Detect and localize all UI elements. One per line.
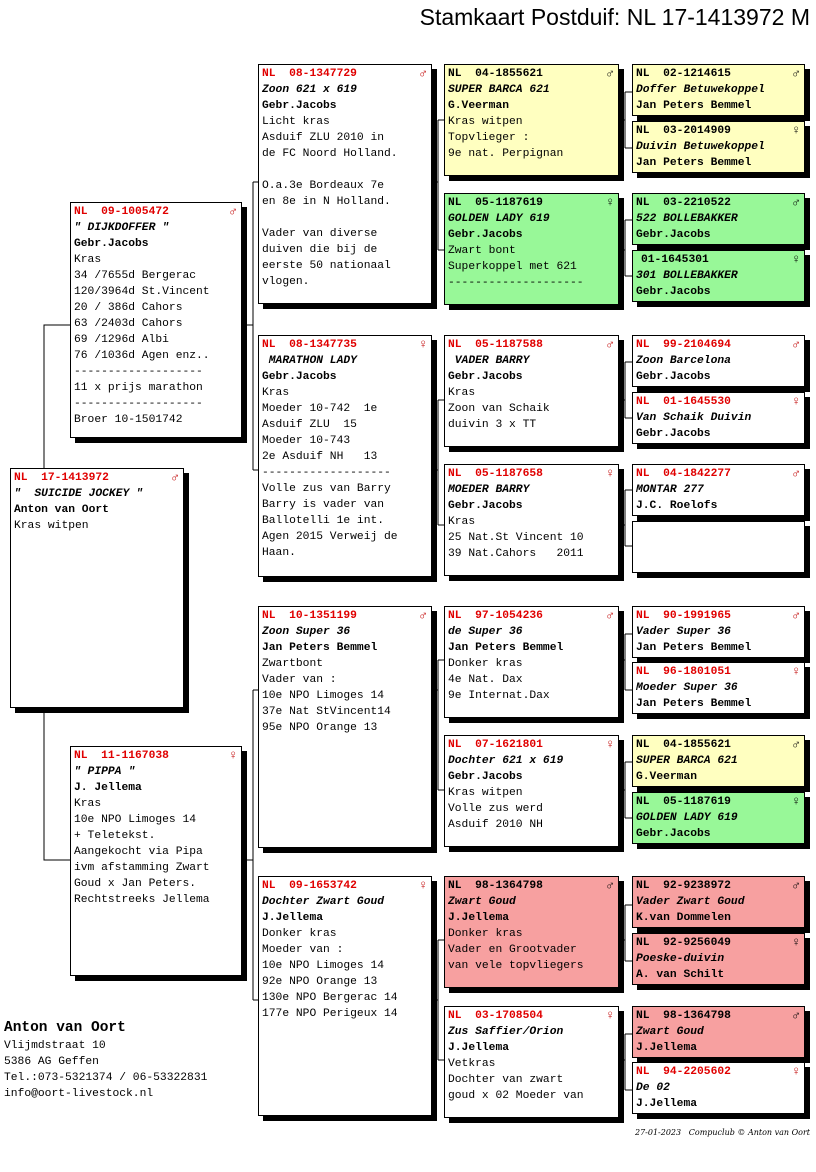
fm-line: [432, 400, 444, 525]
owner-city: 5386 AG Geffen: [4, 1056, 99, 1068]
owner-phone: Tel.:073-5321374 / 06-53322831: [4, 1072, 208, 1084]
fmf-line: [619, 362, 632, 418]
mother-grandparents-line: [242, 690, 258, 1000]
fm-info: Kras Moeder 10-742 1e Asduif ZLU 15 Moeder 10-743 2e Asduif NH 13 ------------------- Volle zus van Barry Barry is vader van Ballotelli 1e int. Agen 2015 Verweij de Haan.: [262, 387, 398, 559]
subject-info: Kras witpen: [14, 520, 89, 532]
mmm-line: [619, 1034, 632, 1090]
father-grandparents-line: [242, 182, 258, 470]
fff-breeder: G.Veerman: [448, 100, 510, 112]
male-icon: ♂: [606, 66, 614, 81]
female-icon: ♀: [419, 337, 427, 352]
g14-reg: NL 92-9256049: [636, 937, 731, 949]
mf-line: [432, 660, 444, 790]
male-icon: ♂: [229, 204, 237, 219]
g1-name: Doffer Betuwekoppel: [636, 84, 765, 96]
g16-name: De 02: [636, 1082, 670, 1094]
fmf-info: Kras Zoon van Schaik duivin 3 x TT: [448, 387, 550, 431]
mff-line: [619, 634, 632, 690]
g16-card[interactable]: [632, 1062, 805, 1114]
ffm-breeder: Gebr.Jacobs: [448, 229, 523, 241]
mmf-name: Zwart Goud: [448, 896, 516, 908]
ff-card[interactable]: [258, 64, 432, 304]
g1-card[interactable]: [632, 64, 805, 116]
mff-info: Donker kras 4e Nat. Dax 9e Internat.Dax: [448, 658, 550, 702]
ff-breeder: Gebr.Jacobs: [262, 100, 337, 112]
g3-breeder: Gebr.Jacobs: [636, 229, 711, 241]
mfm-name: Dochter 621 x 619: [448, 755, 564, 767]
mother-info: Kras 10e NPO Limoges 14 + Teletekst. Aangekocht via Pipa ivm afstamming Zwart Goud x Jan Peters. Rechtstreeks Jellema: [74, 798, 210, 906]
father-card[interactable]: [70, 202, 242, 438]
mfm-breeder: Gebr.Jacobs: [448, 771, 523, 783]
father-name: " DIJKDOFFER ": [74, 222, 169, 234]
subject-reg: NL 17-1413972: [14, 472, 109, 484]
fmf-reg: NL 05-1187588: [448, 339, 543, 351]
mf-card[interactable]: [258, 606, 432, 848]
mmm-reg: NL 03-1708504: [448, 1010, 543, 1022]
g2-name: Duivin Betuwekoppel: [636, 141, 765, 153]
male-icon: ♂: [792, 737, 800, 752]
mff-name: de Super 36: [448, 626, 523, 638]
female-icon: ♀: [792, 794, 800, 809]
mm-info: Donker kras Moeder van : 10e NPO Limoges 14 92e NPO Orange 13 130e NPO Bergerac 14 177e NPO Perigeux 14: [262, 928, 398, 1020]
footer-credit: Compuclub © Anton van Oort: [688, 1128, 810, 1137]
female-icon: ♀: [419, 878, 427, 893]
g10-name: Moeder Super 36: [636, 682, 738, 694]
mf-reg: NL 10-1351199: [262, 610, 357, 622]
g11-name: SUPER BARCA 621: [636, 755, 738, 767]
g13-breeder: K.van Dommelen: [636, 912, 731, 924]
fmm-line: [619, 490, 632, 546]
fm-name: MARATHON LADY: [262, 355, 357, 367]
g9-name: Vader Super 36: [636, 626, 731, 638]
g12-breeder: Gebr.Jacobs: [636, 828, 711, 840]
female-icon: ♀: [792, 664, 800, 679]
fff-info: Kras witpen Topvlieger : 9e nat. Perpignan: [448, 116, 564, 160]
g13-name: Vader Zwart Goud: [636, 896, 745, 908]
g12-card[interactable]: [632, 792, 805, 844]
mm-reg: NL 09-1653742: [262, 880, 357, 892]
ff-line: [432, 120, 444, 250]
mother-name: " PIPPA ": [74, 766, 136, 778]
g16-reg: NL 94-2205602: [636, 1066, 731, 1078]
mmm-breeder: J.Jellema: [448, 1042, 510, 1054]
male-icon: ♂: [792, 195, 800, 210]
g7-breeder: J.C. Roelofs: [636, 500, 718, 512]
fmf-breeder: Gebr.Jacobs: [448, 371, 523, 383]
male-icon: ♂: [606, 337, 614, 352]
female-icon: ♀: [606, 737, 614, 752]
mm-card[interactable]: [258, 876, 432, 1116]
mmf-line: [619, 905, 632, 961]
g15-breeder: J.Jellema: [636, 1042, 698, 1054]
male-icon: ♂: [792, 466, 800, 481]
g5-card[interactable]: [632, 335, 805, 387]
ff-info: Licht kras Asduif ZLU 2010 in de FC Noord Holland. O.a.3e Bordeaux 7e en 8e in N Holland. Vader van diverse duiven die bij de eerste 50 nationaal vlogen.: [262, 116, 398, 288]
g4-name: 301 BOLLEBAKKER: [636, 270, 738, 282]
g5-name: Zoon Barcelona: [636, 355, 731, 367]
fmm-card[interactable]: [444, 464, 619, 576]
mfm-line: [619, 762, 632, 818]
mfm-reg: NL 07-1621801: [448, 739, 543, 751]
mff-reg: NL 97-1054236: [448, 610, 543, 622]
female-icon: ♀: [606, 466, 614, 481]
footer: [635, 1128, 810, 1137]
g6-breeder: Gebr.Jacobs: [636, 428, 711, 440]
g2-breeder: Jan Peters Bemmel: [636, 157, 752, 169]
mm-name: Dochter Zwart Goud: [262, 896, 385, 908]
ff-reg: NL 08-1347729: [262, 68, 357, 80]
fm-reg: NL 08-1347735: [262, 339, 357, 351]
g11-card[interactable]: [632, 735, 805, 787]
male-icon: ♂: [606, 878, 614, 893]
g1-reg: NL 02-1214615: [636, 68, 731, 80]
ff-name: Zoon 621 x 619: [262, 84, 357, 96]
ffm-line: [619, 220, 632, 276]
male-icon: ♂: [792, 608, 800, 623]
g11-reg: NL 04-1855621: [636, 739, 731, 751]
male-icon: ♂: [171, 470, 179, 485]
male-icon: ♂: [606, 608, 614, 623]
female-icon: ♀: [606, 1008, 614, 1023]
owner-street: Vlijmdstraat 10: [4, 1040, 106, 1052]
g5-breeder: Gebr.Jacobs: [636, 371, 711, 383]
mf-info: Zwartbont Vader van : 10e NPO Limoges 14 37e Nat StVincent14 95e NPO Orange 13: [262, 658, 391, 734]
mmm-name: Zus Saffier/Orion: [448, 1026, 564, 1038]
mf-breeder: Jan Peters Bemmel: [262, 642, 378, 654]
footer-date: 27-01-2023: [634, 1128, 682, 1137]
mm-line: [432, 940, 444, 1060]
fff-card[interactable]: [444, 64, 619, 176]
female-icon: ♀: [792, 1064, 800, 1079]
mmm-card[interactable]: [444, 1006, 619, 1118]
mff-breeder: Jan Peters Bemmel: [448, 642, 564, 654]
male-icon: ♂: [419, 66, 427, 81]
fm-breeder: Gebr.Jacobs: [262, 371, 337, 383]
g15-card[interactable]: [632, 1006, 805, 1058]
g14-breeder: A. van Schilt: [636, 969, 725, 981]
fmf-name: VADER BARRY: [448, 355, 530, 367]
g13-card[interactable]: [632, 876, 805, 928]
g7-reg: NL 04-1842277: [636, 468, 731, 480]
g13-reg: NL 92-9238972: [636, 880, 731, 892]
female-icon: ♀: [792, 935, 800, 950]
male-icon: ♂: [792, 1008, 800, 1023]
fmm-name: MOEDER BARRY: [448, 484, 530, 496]
page-title: Stamkaart Postduif: NL 17-1413972 M: [419, 4, 810, 30]
g9-card[interactable]: [632, 606, 805, 658]
mfm-info: Kras witpen Volle zus werd Asduif 2010 NH: [448, 787, 543, 831]
g7-card[interactable]: [632, 464, 805, 516]
g10-reg: NL 96-1801051: [636, 666, 731, 678]
g1-breeder: Jan Peters Bemmel: [636, 100, 752, 112]
g14-name: Poeske-duivin: [636, 953, 725, 965]
female-icon: ♀: [792, 252, 800, 267]
mmf-breeder: J.Jellema: [448, 912, 510, 924]
fm-card[interactable]: [258, 335, 432, 577]
ffm-info: Zwart bont Superkoppel met 621 --------------------: [448, 245, 584, 289]
g9-reg: NL 90-1991965: [636, 610, 731, 622]
g4-card[interactable]: [632, 250, 805, 302]
g15-reg: NL 98-1364798: [636, 1010, 731, 1022]
g14-card[interactable]: [632, 933, 805, 985]
g12-reg: NL 05-1187619: [636, 796, 731, 808]
g3-reg: NL 03-2210522: [636, 197, 731, 209]
male-icon: ♂: [792, 66, 800, 81]
g4-breeder: Gebr.Jacobs: [636, 286, 711, 298]
mmm-info: Vetkras Dochter van zwart goud x 02 Moeder van: [448, 1058, 584, 1102]
g10-card[interactable]: [632, 662, 805, 714]
father-breeder: Gebr.Jacobs: [74, 238, 149, 250]
subject-breeder: Anton van Oort: [14, 504, 109, 516]
ffm-reg: NL 05-1187619: [448, 197, 543, 209]
subject-name: " SUICIDE JOCKEY ": [14, 488, 143, 500]
fmm-info: Kras 25 Nat.St Vincent 10 39 Nat.Cahors 2011: [448, 516, 584, 560]
mmf-reg: NL 98-1364798: [448, 880, 543, 892]
g3-card[interactable]: [632, 193, 805, 245]
g10-breeder: Jan Peters Bemmel: [636, 698, 752, 710]
g9-breeder: Jan Peters Bemmel: [636, 642, 752, 654]
fff-line: [619, 92, 632, 148]
g2-card[interactable]: [632, 121, 805, 173]
g6-card[interactable]: [632, 392, 805, 444]
g12-name: GOLDEN LADY 619: [636, 812, 738, 824]
mf-name: Zoon Super 36: [262, 626, 351, 638]
mmf-info: Donker kras Vader en Grootvader van vele topvliegers: [448, 928, 584, 972]
g2-reg: NL 03-2014909: [636, 125, 731, 137]
g11-breeder: G.Veerman: [636, 771, 698, 783]
male-icon: ♂: [792, 337, 800, 352]
mother-reg: NL 11-1167038: [74, 750, 169, 762]
g15-name: Zwart Goud: [636, 1026, 704, 1038]
fmf-card[interactable]: [444, 335, 619, 447]
mother-breeder: J. Jellema: [74, 782, 142, 794]
fmm-reg: NL 05-1187658: [448, 468, 543, 480]
fff-name: SUPER BARCA 621: [448, 84, 550, 96]
female-icon: ♀: [606, 195, 614, 210]
owner-email[interactable]: info@oort-livestock.nl: [4, 1088, 154, 1100]
owner-contact: [4, 1018, 207, 1102]
g5-reg: NL 99-2104694: [636, 339, 731, 351]
g6-reg: NL 01-1645530: [636, 396, 731, 408]
g8-card-empty[interactable]: [632, 521, 805, 573]
male-icon: ♂: [419, 608, 427, 623]
ffm-name: GOLDEN LADY 619: [448, 213, 550, 225]
mother-card[interactable]: [70, 746, 242, 976]
father-info: Kras 34 /7655d Bergerac 120/3964d St.Vincent 20 / 386d Cahors 63 /2403d Cahors 69 /1296d Albi 76 /1036d Agen enz.. ------------------- 11 x prijs marathon ------------------- Broer 10-1501742: [74, 254, 210, 426]
fff-reg: NL 04-1855621: [448, 68, 543, 80]
ffm-card[interactable]: [444, 193, 619, 305]
female-icon: ♀: [792, 123, 800, 138]
owner-name: Anton van Oort: [4, 1020, 126, 1036]
father-reg: NL 09-1005472: [74, 206, 169, 218]
g6-name: Van Schaik Duivin: [636, 412, 752, 424]
mff-card[interactable]: [444, 606, 619, 718]
female-icon: ♀: [229, 748, 237, 763]
g3-name: 522 BOLLEBAKKER: [636, 213, 738, 225]
g7-name: MONTAR 277: [636, 484, 704, 496]
mfm-card[interactable]: [444, 735, 619, 847]
female-icon: ♀: [792, 394, 800, 409]
g4-reg: 01-1645301: [641, 254, 709, 266]
mm-breeder: J.Jellema: [262, 912, 324, 924]
fmm-breeder: Gebr.Jacobs: [448, 500, 523, 512]
male-icon: ♂: [792, 878, 800, 893]
subject-card[interactable]: [10, 468, 184, 708]
g16-breeder: J.Jellema: [636, 1098, 698, 1110]
mmf-card[interactable]: [444, 876, 619, 988]
